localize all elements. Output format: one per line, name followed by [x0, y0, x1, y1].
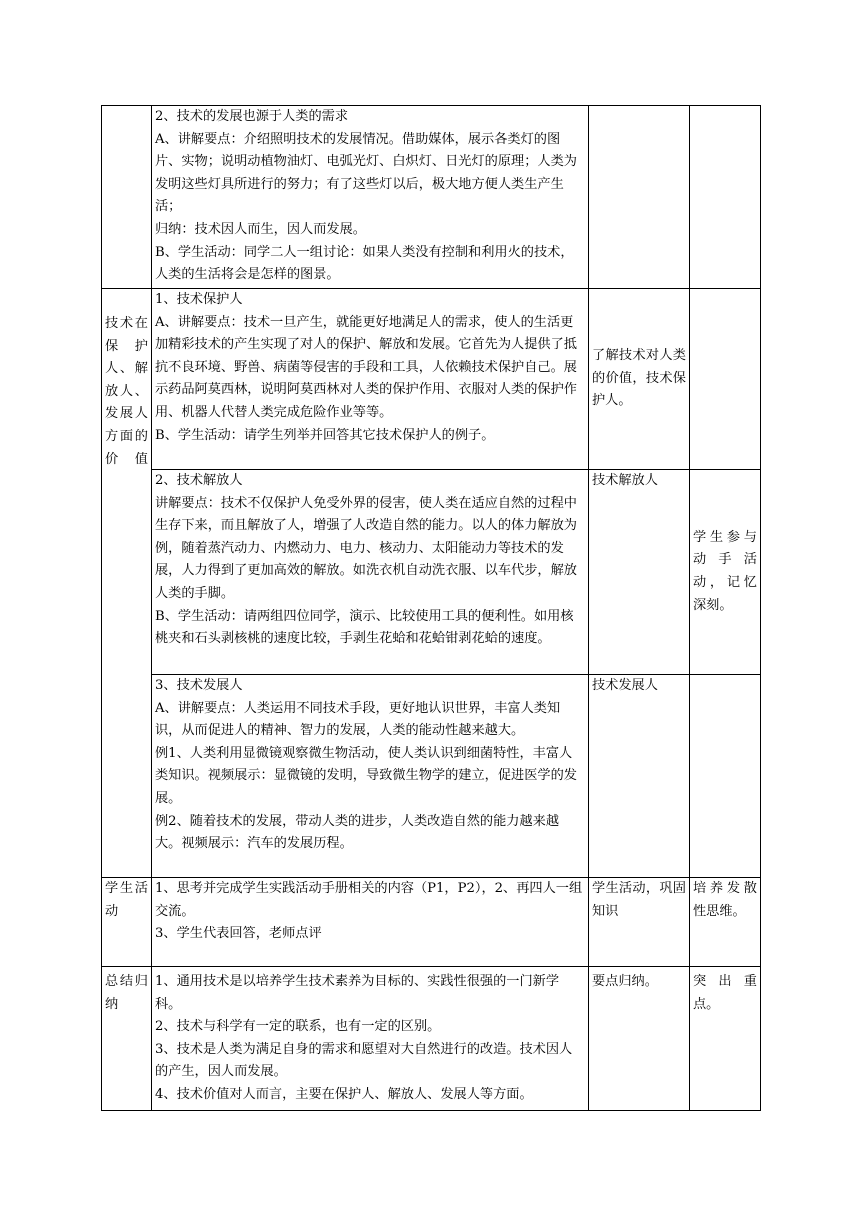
intent-cell — [690, 675, 761, 878]
intent-cell — [690, 967, 761, 1111]
section-label: 总结归纳 — [105, 974, 148, 1012]
section-label-cell — [102, 967, 152, 1111]
goal-cell — [589, 878, 690, 967]
table-row — [102, 878, 761, 967]
content-cell — [152, 470, 589, 675]
table-row — [102, 470, 761, 675]
intent-text: 突出重点。 — [693, 974, 757, 1012]
goal-text: 技术解放人 — [592, 473, 658, 488]
content-line: 讲解要点：技术不仅保护人免受外界的侵害，使人类在适应自然的过程中生存下来，而且解放了人，增强了人改造自然的能力。以人的体力解放为例，随着蒸汽动力、内燃动力、电力、核动力、太阳能动力等技术的发展，人力得到了更加高效的解放。如洗衣机自动洗衣服、以车代步，解放人类的手脚。 — [155, 495, 577, 601]
lesson-plan-table — [101, 105, 761, 1111]
content-line: B、学生活动：请学生列举并回答其它技术保护人的例子。 — [155, 427, 495, 443]
content-cell — [152, 878, 589, 967]
table-row — [102, 289, 761, 470]
content-line: A、讲解要点：介绍照明技术的发展情况。借助媒体，展示各类灯的图片、实物；说明动植物油灯、电弧光灯、白炽灯、日光灯的原理；人类为发明这些灯具所进行的努力；有了这些灯以后，极大地方便人类生产生活； — [155, 131, 577, 215]
goal-text: 技术发展人 — [592, 678, 658, 693]
goal-cell — [589, 470, 690, 675]
content-line: B、学生活动：请两组四位同学，演示、比较使用工具的便利性。如用核桃夹和石头剥核桃的速度比较，手剥生花蛤和花蛤钳剥花蛤的速度。 — [155, 608, 574, 647]
content-line: 归纳：技术因人而生，因人而发展。 — [155, 221, 366, 237]
content-line: 例1、人类利用显微镜观察微生物活动，使人类认识到细菌特性，丰富人类知识。视频展示：显微镜的发明，导致微生物学的建立，促进医学的发展。 — [155, 745, 577, 806]
intent-text: 学生参与动手活动，记忆深刻。 — [693, 529, 757, 613]
content-line: B、学生活动：同学二人一组讨论：如果人类没有控制和利用火的技术，人类的生活将会是怎样的图景。 — [155, 244, 574, 283]
section-label: 技术在保护人、解放人、发展人方面的价值 — [105, 316, 148, 467]
content-cell — [152, 675, 589, 878]
section-label-cell — [102, 878, 152, 967]
content-line: 3、技术是人类为满足自身的需求和愿望对大自然进行的改造。技术因人的产生，因人而发展。 — [155, 1041, 573, 1080]
content-cell — [152, 106, 589, 289]
content-line: 2、技术解放人 — [155, 473, 243, 488]
table-row — [102, 675, 761, 878]
content-line: 例2、随着技术的发展，带动人类的进步，人类改造自然的能力越来越大。视频展示：汽车的发展历程。 — [155, 813, 560, 852]
intent-text: 培养发散性思维。 — [693, 881, 757, 919]
table-row — [102, 106, 761, 289]
goal-cell — [589, 967, 690, 1111]
content-cell — [152, 289, 589, 470]
section-label-cell — [102, 106, 152, 289]
content-line: A、讲解要点：技术一旦产生，就能更好地满足人的需求，使人的生活更加精彩技术的产生实现了对人的保护、解放和发展。它首先为人提供了抵抗不良环境、野兽、病菌等侵害的手段和工具，人依赖技术保护自己。展示药品阿莫西林，说明阿莫西林对人类的保护作用、衣服对人类的保护作用、机器人代替人类完成危险作业等等。 — [155, 314, 577, 420]
goal-text: 了解技术对人类的价值，技术保护人。 — [592, 348, 686, 409]
content-line: 3、技术发展人 — [155, 678, 243, 693]
content-line: 2、技术的发展也源于人类的需求 — [155, 109, 349, 124]
goal-text: 学生活动，巩固知识 — [592, 881, 686, 919]
content-cell — [152, 967, 589, 1111]
content-line: 3、学生代表回答，老师点评 — [155, 926, 322, 942]
goal-cell — [589, 675, 690, 878]
intent-cell — [690, 470, 761, 675]
content-line: 1、技术保护人 — [155, 292, 243, 307]
section-label-cell — [102, 289, 152, 878]
intent-cell — [690, 289, 761, 470]
content-line: 4、技术价值对人而言，主要在保护人、解放人、发展人等方面。 — [155, 1086, 533, 1102]
content-line: A、讲解要点：人类运用不同技术手段，更好地认识世界，丰富人类知识，从而促进人的精神、智力的发展，人类的能动性越来越大。 — [155, 700, 561, 739]
goal-cell — [589, 106, 690, 289]
content-line: 2、技术与科学有一定的联系，也有一定的区别。 — [155, 1019, 441, 1035]
content-line: 1、思考并完成学生实践活动手册相关的内容（P1，P2），2、再四人一组交流。 — [155, 881, 583, 919]
goal-text: 要点归纳。 — [592, 974, 658, 989]
intent-cell — [690, 878, 761, 967]
table-row — [102, 967, 761, 1111]
intent-cell — [690, 106, 761, 289]
content-line: 1、通用技术是以培养学生技术素养为目标的、实践性很强的一门新学科。 — [155, 974, 560, 1012]
goal-cell — [589, 289, 690, 470]
section-label: 学生活动 — [105, 881, 148, 919]
